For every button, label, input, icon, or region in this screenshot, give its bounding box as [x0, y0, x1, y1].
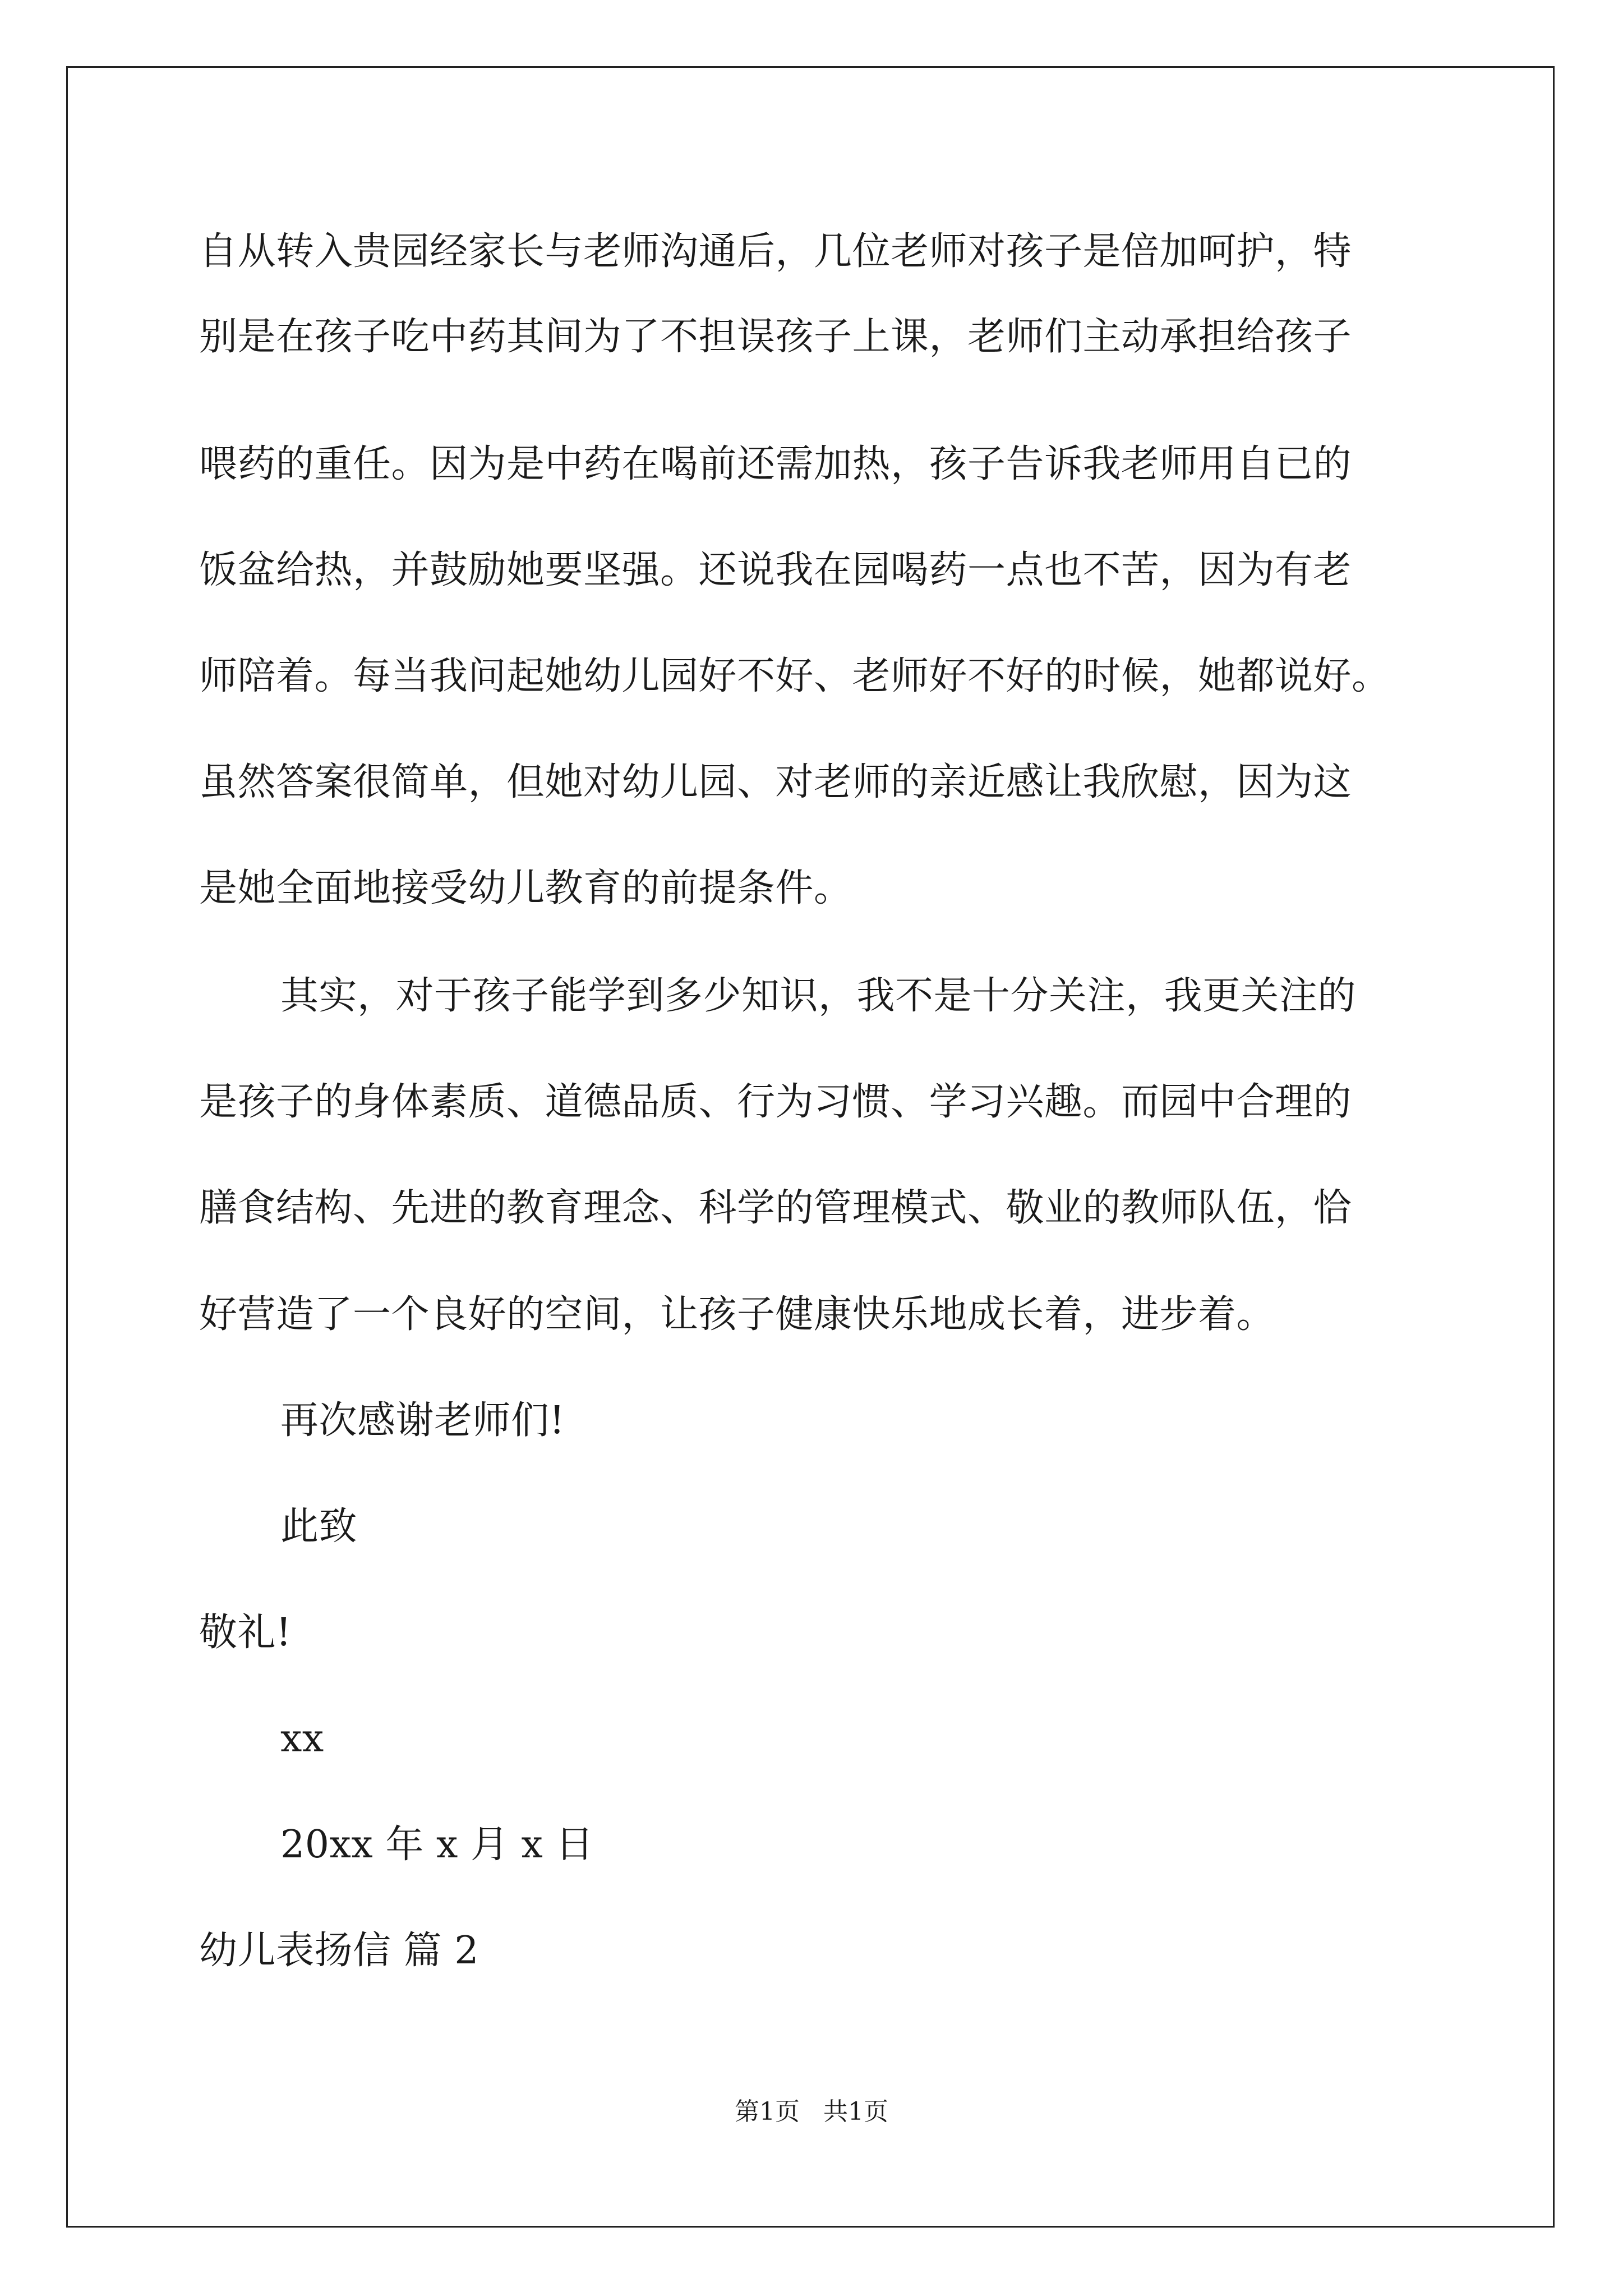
text-line-1: 自从转入贵园经家长与老师沟通后，几位老师对孩子是倍加呵护，特 [199, 229, 1352, 274]
text-line-10: 膳食结构、先进的教育理念、科学的管理模式、敬业的教师队伍，恰 [199, 1186, 1352, 1230]
salutation-cizhi: 此致 [280, 1504, 358, 1549]
text-line-9: 是孩子的身体素质、道德品质、行为习惯、学习兴趣。而园中合理的 [199, 1080, 1352, 1124]
salutation-jingli: 敬礼! [199, 1611, 292, 1655]
text-line-11: 好营造了一个良好的空间，让孩子健康快乐地成长着，进步着。 [199, 1292, 1275, 1337]
next-section-heading: 幼儿表扬信 篇 2 [199, 1929, 479, 1973]
text-line-5: 师陪着。每当我问起她幼儿园好不好、老师好不好的时候，她都说好。 [199, 654, 1390, 698]
page-footer: 第1页 共1页 [735, 2097, 888, 2126]
text-line-3: 喂药的重任。因为是中药在喝前还需加热，孩子告诉我老师用自已的 [199, 442, 1352, 486]
signature-date: 20xx 年 x 月 x 日 [280, 1823, 594, 1867]
text-line-8: 其实，对于孩子能学到多少知识，我不是十分关注，我更关注的 [280, 974, 1357, 1018]
text-line-4: 饭盆给热，并鼓励她要坚强。还说我在园喝药一点也不苦，因为有老 [199, 548, 1352, 592]
signature-name: xx [280, 1717, 324, 1761]
text-line-2: 别是在孩子吃中药其间为了不担误孩子上课，老师们主动承担给孩子 [199, 315, 1352, 359]
text-line-7: 是她全面地接受幼儿教育的前提条件。 [199, 866, 852, 910]
page-border [66, 66, 1555, 2228]
closing-thanks: 再次感谢老师们! [280, 1398, 565, 1443]
text-line-6: 虽然答案很简单，但她对幼儿园、对老师的亲近感让我欣慰，因为这 [199, 760, 1352, 804]
